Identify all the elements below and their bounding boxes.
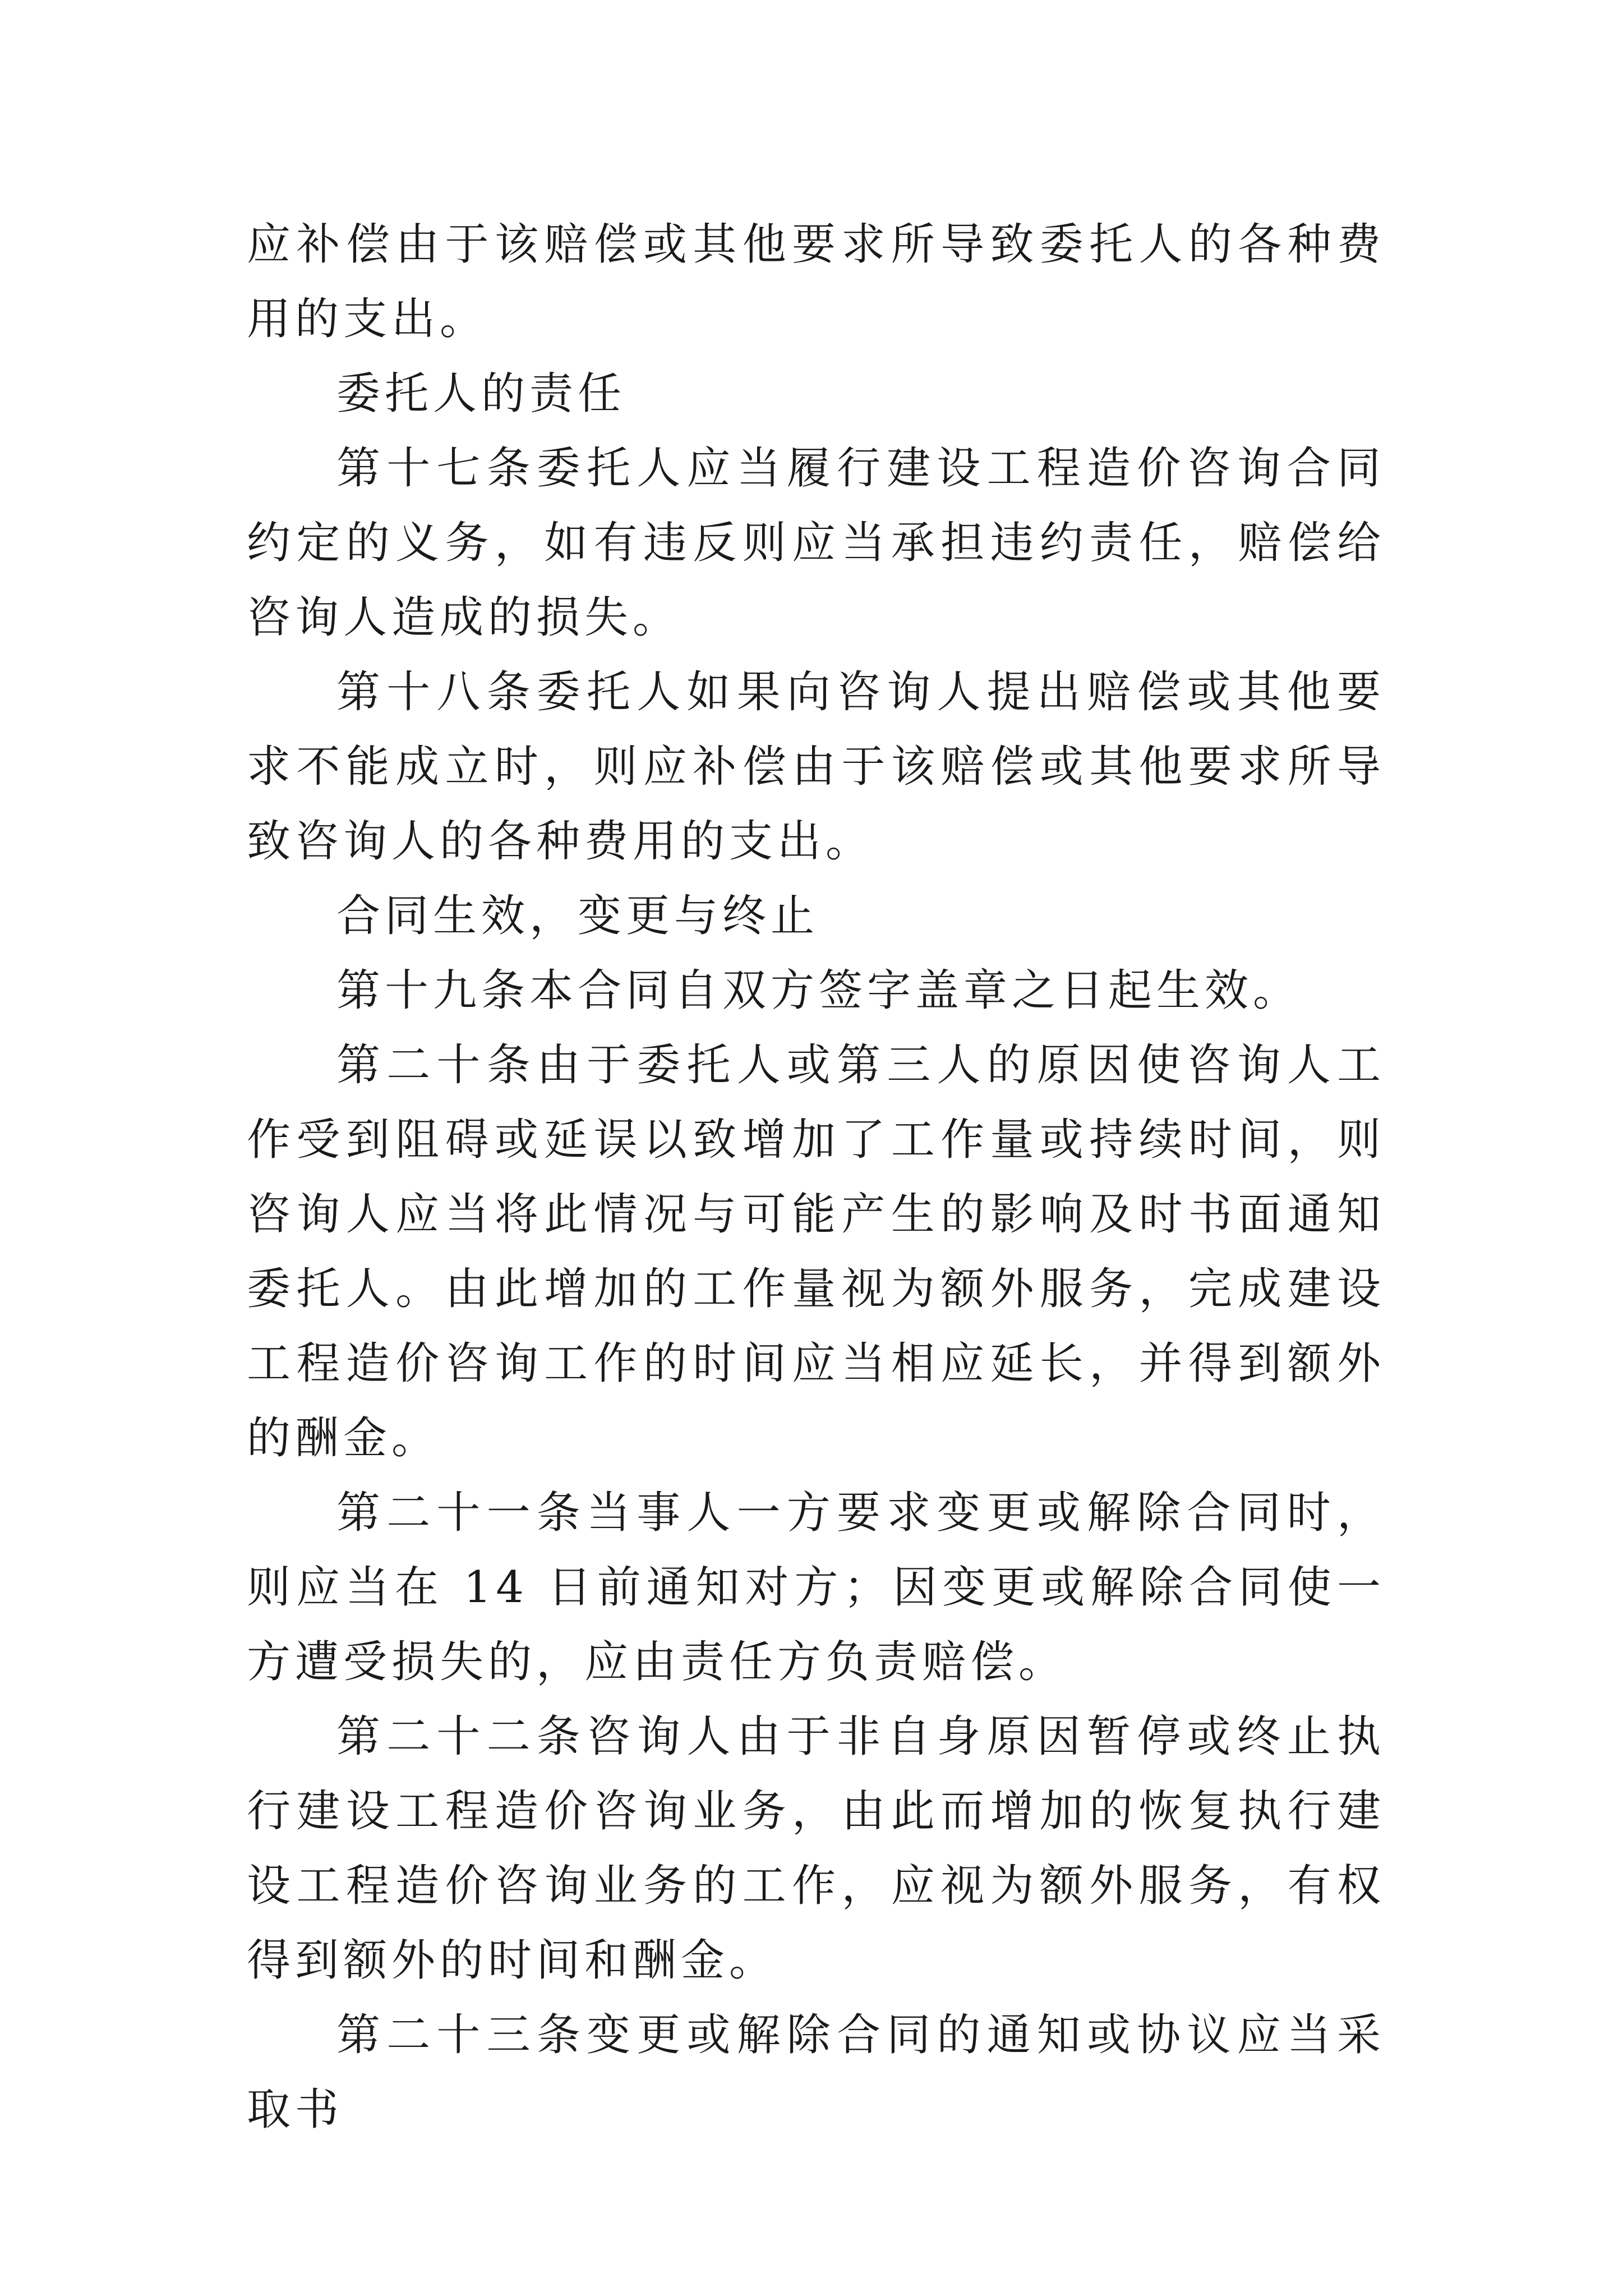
section-heading: 委托人的责任 xyxy=(336,369,626,419)
paragraph: 第二十三条变更或解除合同的通知或协议应当采取书 xyxy=(247,2010,1385,2135)
document-body xyxy=(247,208,1385,2147)
paragraph: 第二十一条当事人一方要求变更或解除合同时，则应当在 14 日前通知对方；因变更或解除合同使一方遭受损失的，应由责任方负责赔偿。 xyxy=(247,1488,1385,1687)
paragraph: 第二十二条咨询人由于非自身原因暂停或终止执行建设工程造价咨询业务，由此而增加的恢复执行建设工程造价咨询业务的工作，应视为额外服务，有权得到额外的时间和酬金。 xyxy=(247,1711,1385,1986)
paragraph: 应补偿由于该赔偿或其他要求所导致委托人的各种费用的支出。 xyxy=(247,219,1385,344)
paragraph: 第二十条由于委托人或第三人的原因使咨询人工作受到阻碍或延误以致增加了工作量或持续时间，则咨询人应当将此情况与可能产生的影响及时书面通知委托人。由此增加的工作量视为额外服务，完成建设工程造价咨询工作的时间应当相应延长，并得到额外的酬金。 xyxy=(247,1040,1385,1464)
paragraph: 第十七条委托人应当履行建设工程造价咨询合同约定的义务，如有违反则应当承担违约责任，赔偿给咨询人造成的损失。 xyxy=(247,443,1385,643)
paragraph: 第十九条本合同自双方签字盖章之日起生效。 xyxy=(336,965,1302,1016)
paragraph: 第十八条委托人如果向咨询人提出赔偿或其他要求不能成立时，则应补偿由于该赔偿或其他要求所导致咨询人的各种费用的支出。 xyxy=(247,667,1385,867)
section-heading: 合同生效，变更与终止 xyxy=(336,891,819,941)
